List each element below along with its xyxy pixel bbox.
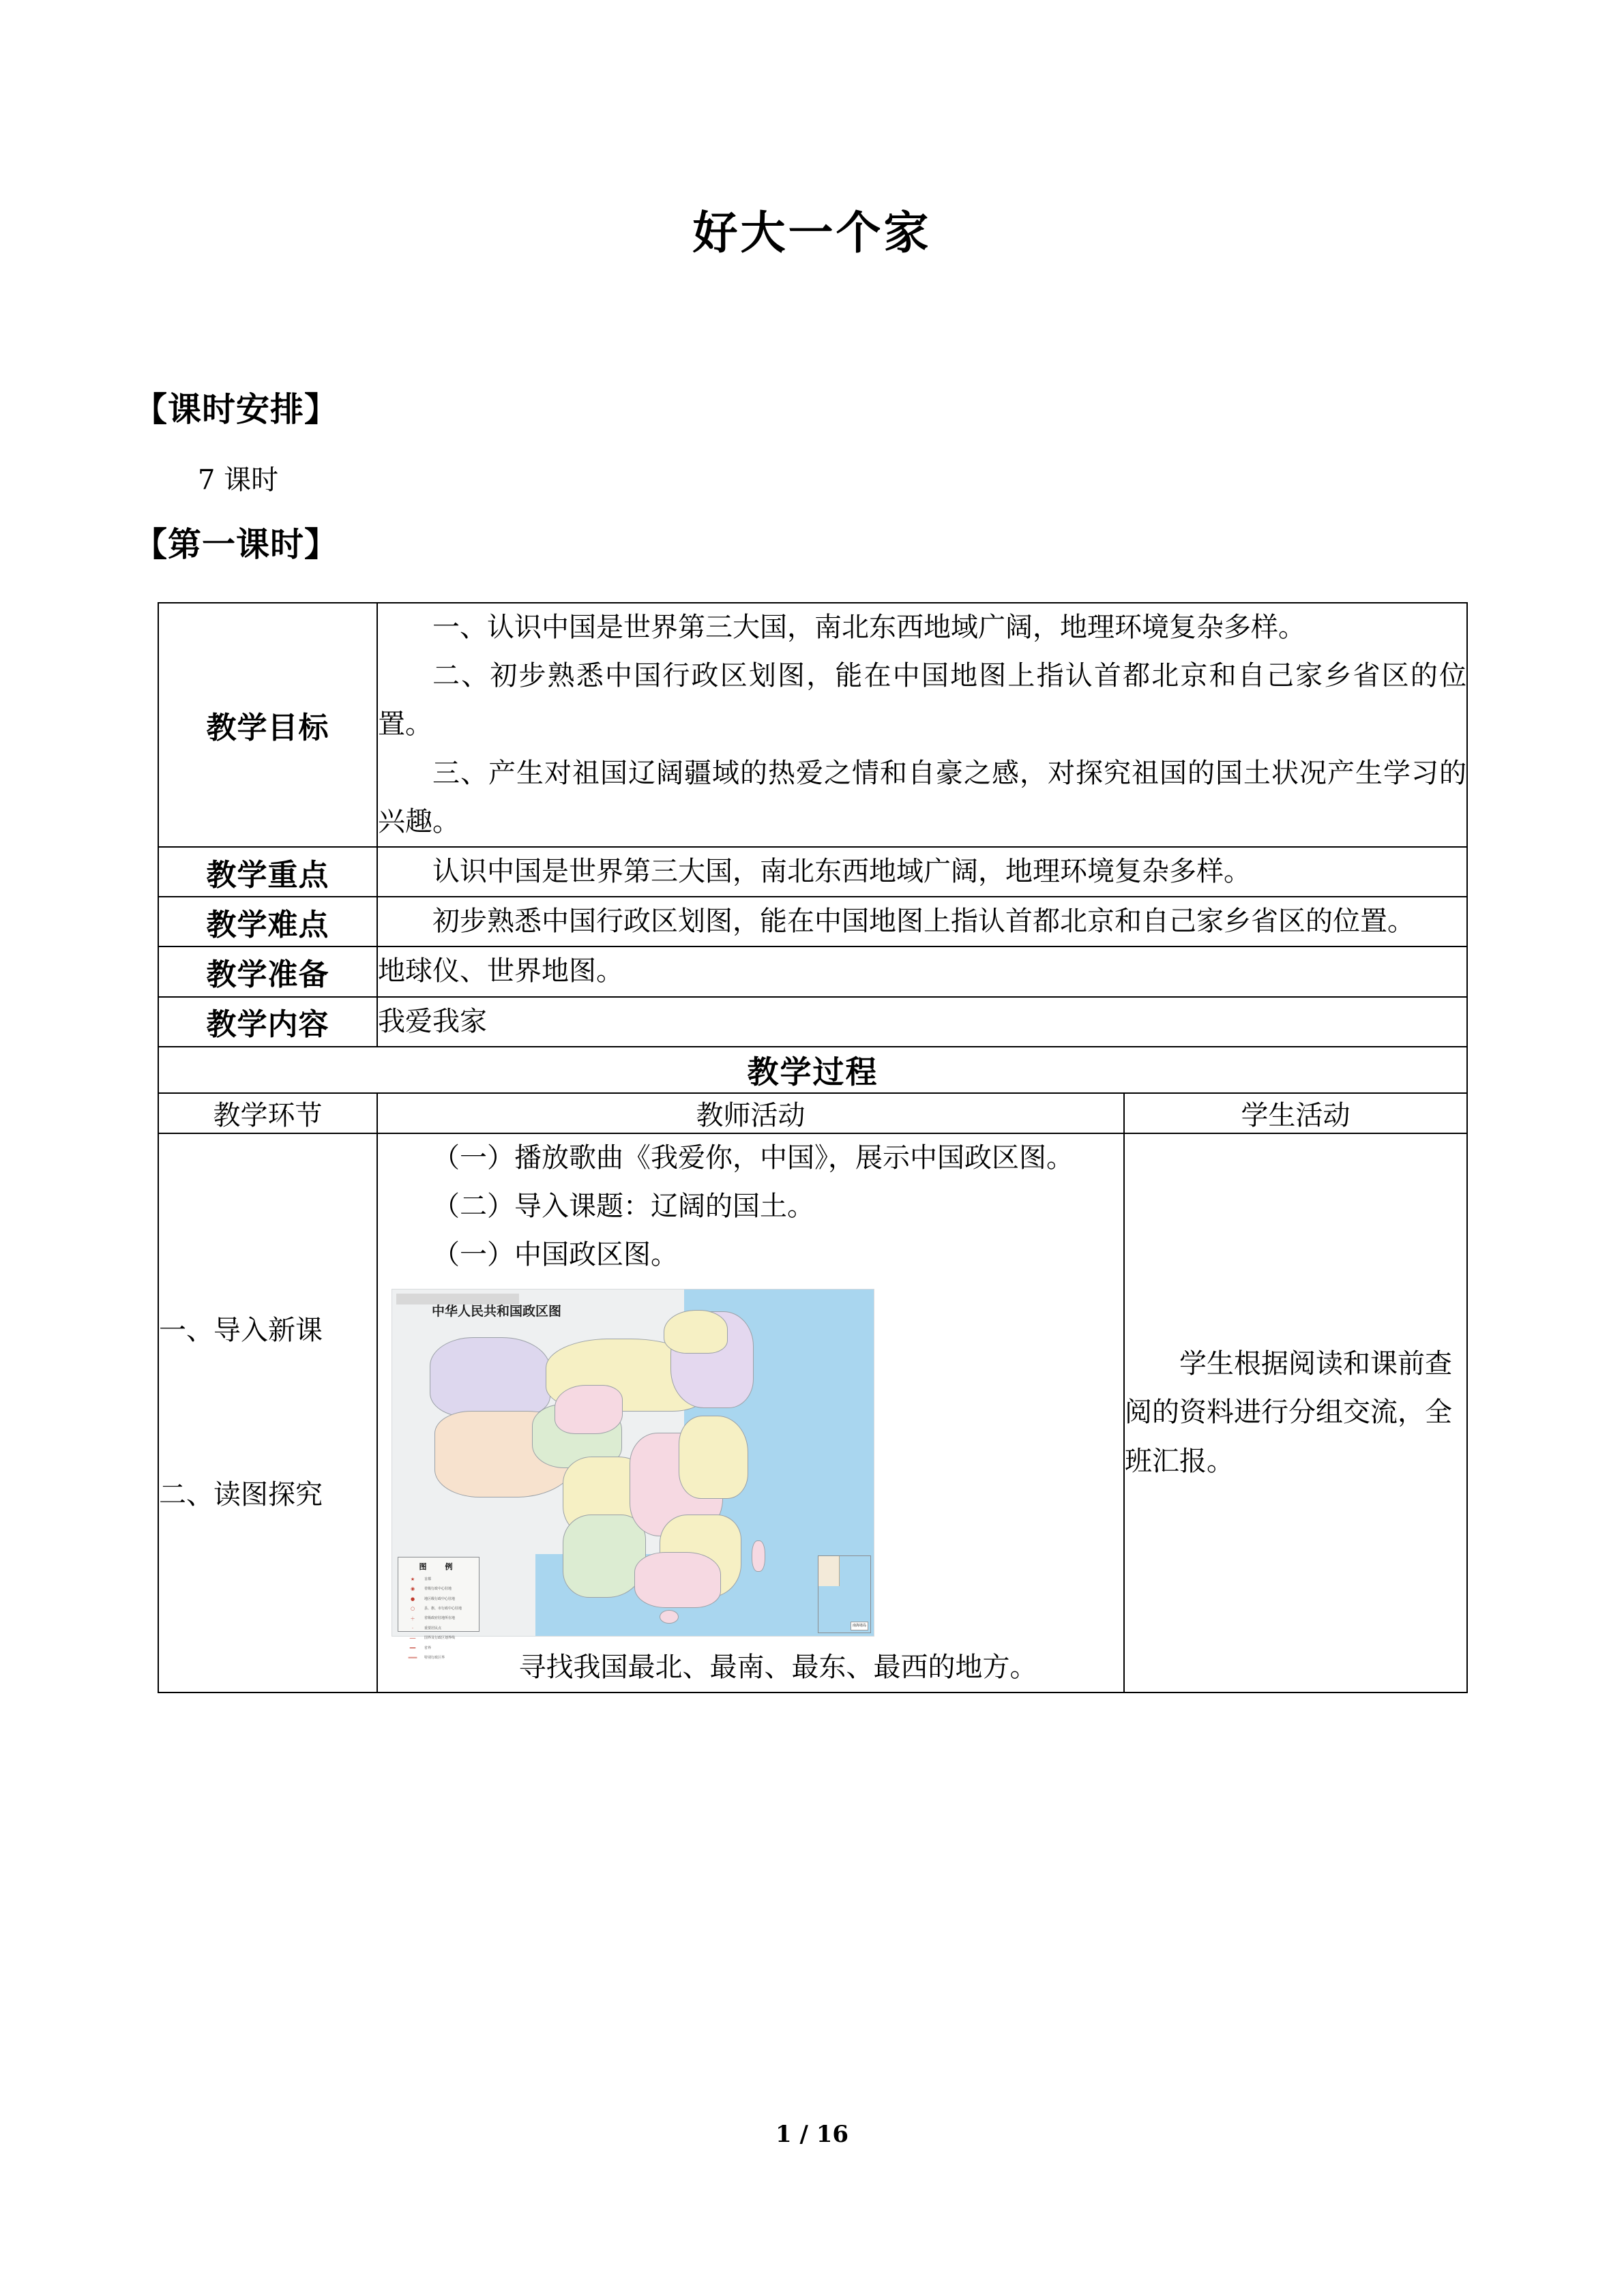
student-line-1: 学生根据阅读和课前查阅的资料进行分组交流，全班汇报。	[1125, 1348, 1452, 1477]
key-point-line-1: 认识中国是世界第三大国，南北东西地域广阔，地理环境复杂多样。	[432, 855, 1251, 887]
map-region-taiwan	[752, 1540, 765, 1572]
legend-item	[401, 1644, 476, 1652]
page-title: 好大一个家	[692, 206, 932, 259]
legend-item-label: 首都	[424, 1577, 432, 1581]
legend-item	[401, 1635, 476, 1643]
map-region-xinjiang	[430, 1337, 550, 1417]
legend-item	[401, 1654, 476, 1662]
inset-landmass	[818, 1556, 840, 1586]
row-label-objectives: 教学目标	[158, 603, 377, 847]
teacher-line-2: （二）导入课题：辽阔的国土。	[432, 1190, 814, 1222]
map-region-heilongjiang	[664, 1310, 728, 1354]
heading-class-schedule: 【课时安排】	[134, 389, 339, 429]
table-row	[158, 847, 1467, 897]
settlement-dot-icon: ·	[411, 1626, 414, 1632]
preparation-line-1: 地球仪、世界地图。	[378, 955, 623, 987]
student-activity-cell	[1124, 1133, 1467, 1693]
row-value-objectives	[377, 603, 1467, 847]
difficulty-line-1: 初步熟悉中国行政区划图，能在中国地图上指认首都北京和自己家乡省区的位置。	[432, 906, 1415, 938]
teacher-line-1: （一）播放歌曲《我爱你，中国》，展示中国政区图。	[432, 1142, 1074, 1174]
map-region-guangdong	[634, 1552, 721, 1608]
legend-item	[401, 1585, 476, 1593]
map-legend-title: 图 例	[419, 1562, 458, 1572]
legend-item	[401, 1575, 476, 1583]
map-inset-south-china-sea	[818, 1555, 871, 1633]
legend-item-label: 国界及行政区划界线	[424, 1636, 456, 1641]
legend-item	[401, 1605, 476, 1613]
legend-item-label: 地区级行政中心驻地	[424, 1596, 456, 1601]
objective-line-2: 二、初步熟悉中国行政区划图，能在中国地图上指认首都北京和自己家乡省区的位置。	[378, 660, 1466, 741]
plus-marker-icon: ＋	[410, 1615, 415, 1622]
row-value-difficulty	[377, 897, 1467, 946]
column-header-student: 学生活动	[1124, 1093, 1467, 1133]
table-row	[158, 1047, 1467, 1093]
legend-item-label: 省级政府驻地所在地	[424, 1616, 456, 1621]
stage-label-2: 二、读图探究	[159, 1479, 323, 1511]
row-value-key-point	[377, 847, 1467, 897]
process-banner: 教学过程	[158, 1047, 1467, 1093]
map-legend	[398, 1557, 479, 1661]
teacher-line-3: （一）中国政区图。	[432, 1239, 678, 1271]
table-row	[158, 997, 1467, 1047]
map-caption: 寻找我国最北、最南、最东、最西的地方。	[518, 1652, 1037, 1684]
legend-item-label: 重要居民点	[424, 1626, 442, 1630]
legend-item-label: 特别行政区界	[424, 1656, 445, 1660]
objective-line-3: 三、产生对祖国辽阔疆域的热爱之情和自豪之感，对探究祖国的国土状况产生学习的兴趣。	[378, 757, 1466, 837]
inset-label: 南海诸岛	[851, 1622, 868, 1630]
province-line-icon: ━━	[409, 1645, 416, 1651]
lesson-plan-table	[158, 602, 1468, 1693]
row-label-preparation: 教学准备	[158, 946, 377, 996]
prefecture-dot-icon: ●	[410, 1596, 415, 1602]
table-row	[158, 603, 1467, 847]
legend-item	[401, 1615, 476, 1623]
china-political-map-image	[392, 1289, 874, 1661]
column-header-teacher: 教师活动	[377, 1093, 1124, 1133]
teacher-activity-cell	[377, 1133, 1124, 1693]
table-row	[158, 1133, 1467, 1693]
legend-item	[401, 1595, 476, 1603]
map-region-yunnan	[563, 1515, 646, 1598]
sar-line-icon: ═══	[408, 1655, 417, 1661]
stage-cell-group	[158, 1133, 377, 1693]
table-row	[158, 946, 1467, 996]
row-label-content: 教学内容	[158, 997, 377, 1047]
table-row	[158, 897, 1467, 946]
class-schedule-value: 7 课时	[198, 464, 279, 496]
heading-lesson-one: 【第一课时】	[134, 524, 339, 564]
legend-item-label: 省界	[424, 1645, 432, 1650]
map-region-east	[679, 1416, 748, 1499]
boundary-line-icon: ──	[409, 1635, 416, 1641]
legend-item-label: 省级行政中心驻地	[424, 1587, 452, 1592]
page-footer: 1 / 16	[775, 2121, 849, 2148]
objective-line-1: 一、认识中国是世界第三大国，南北东西地域广阔，地理环境复杂多样。	[432, 612, 1305, 643]
province-capital-icon: ◉	[410, 1586, 415, 1592]
row-value-preparation	[377, 946, 1467, 996]
row-label-difficulty: 教学难点	[158, 897, 377, 946]
map-region-gansu	[555, 1385, 623, 1434]
legend-item-label: 县、旗、市行政中心驻地	[424, 1606, 462, 1611]
county-circle-icon: ○	[410, 1606, 415, 1612]
map-title-label: 中华人民共和国政区图	[432, 1304, 562, 1320]
table-row	[158, 1093, 1467, 1133]
row-value-content	[377, 997, 1467, 1047]
row-label-key-point: 教学重点	[158, 847, 377, 897]
stage-label-1: 一、导入新课	[159, 1314, 323, 1346]
legend-item	[401, 1624, 476, 1632]
column-header-stage: 教学环节	[158, 1093, 377, 1133]
capital-star-icon: ★	[410, 1576, 415, 1582]
content-line-1: 我爱我家	[378, 1005, 487, 1037]
